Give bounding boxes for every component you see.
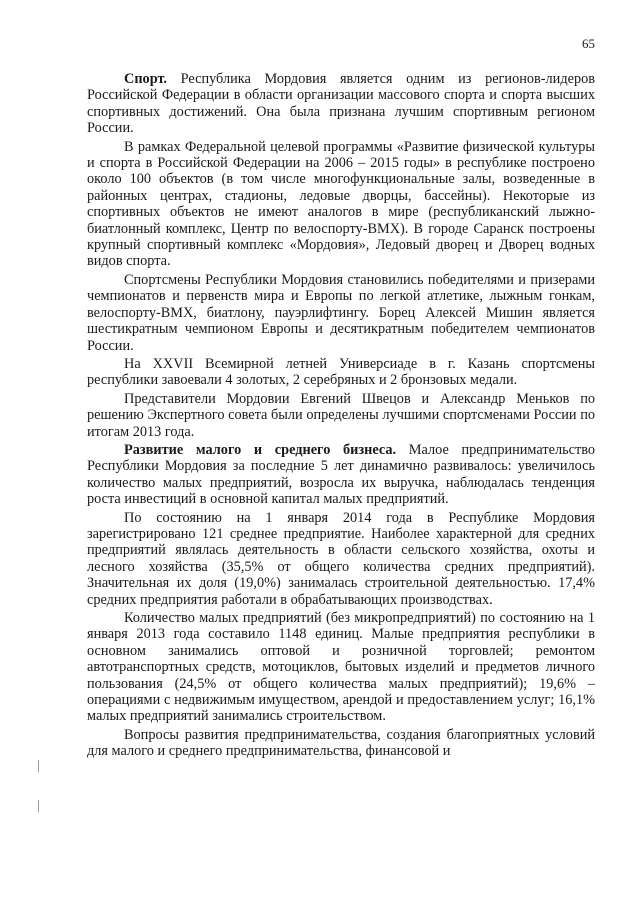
- paragraph: [87, 510, 595, 608]
- paragraph: [87, 727, 595, 760]
- paragraph-text: Спортсмены Республики Мордовия становились победителями и призерами чемпионатов и первенств мира и Европы по легкой атлетике, лыжным гонкам, велоспорту-ВМХ, биатлону, пауэрлифтингу. Борец Алексей Мишин является шестикратным чемпионом Европы и десятикратным победителем чемпионатов России.: [87, 271, 595, 354]
- paragraph-text: На XXVII Всемирной летней Универсиаде в г. Казань спортсмены республики завоевали 4 золотых, 2 серебряных и 2 бронзовых медали.: [87, 355, 595, 389]
- paragraph-text: Малое предпринимательство Республики Мордовия за последние 5 лет динамично развивалось: увеличилось количество малых предприятий, возросла их выручка, наблюдалась тенденция роста инвестиций в основной капитал малых предприятий.: [87, 441, 596, 508]
- paragraph: [87, 356, 595, 389]
- paragraph: [87, 610, 595, 725]
- paragraph: [87, 391, 595, 440]
- scan-artifact-mark: [38, 800, 39, 812]
- section-heading-sport: Спорт.: [124, 71, 167, 87]
- paragraph: [87, 139, 595, 270]
- paragraph-sport: [87, 71, 595, 137]
- paragraph-text: В рамках Федеральной целевой программы «Развитие физической культуры и спорта в Российской Федерации на 2006 – 2015 годы» в республике построено около 100 объектов (в том числе многофункциональные залы, возведенные в районных центрах, стадионы, ледовые дворцы, бассейны). Некоторые из спортивных объектов не имеют аналогов в мире (республиканский лыжно-биатлонный комплекс, Центр по велоспорту-ВМХ). В городе Саранск построены крупный спортивный комплекс «Мордовия», Ледовый дворец и Дворец водных видов спорта.: [87, 138, 595, 270]
- body-text: [87, 71, 595, 762]
- paragraph-text: Представители Мордовии Евгений Швецов и Александр Меньков по решению Экспертного совета были определены лучшими спортсменами России по итогам 2013 года.: [87, 390, 595, 440]
- paragraph-text: Республика Мордовия является одним из регионов-лидеров Российской Федерации в области организации массового спорта и спорта высших спортивных достижений. Она была признана лучшим спортивным регионом России.: [87, 71, 595, 137]
- paragraph-text: По состоянию на 1 января 2014 года в Республике Мордовия зарегистрировано 121 среднее предприятие. Наиболее характерной для средних предприятий являлась деятельность в области сельского хозяйства, охоты и лесного хозяйства (35,5% от общего количества средних предприятий). Значительная их доля (19,0%) занималась строительной деятельностью. 17,4% средних предприятия работали в обрабатывающих производствах.: [87, 509, 595, 608]
- section-heading-business: Развитие малого и среднего бизнеса.: [124, 441, 397, 458]
- paragraph-text: Вопросы развития предпринимательства, создания благоприятных условий для малого и среднего предпринимательства, финансовой и: [87, 726, 595, 760]
- scan-artifact-mark: [38, 760, 39, 772]
- paragraph-business: [87, 442, 595, 508]
- paragraph-text: Количество малых предприятий (без микропредприятий) по состоянию на 1 января 2013 года составило 1148 единиц. Малые предприятия республики в основном занимались оптовой и розничной торговлей; ремонтом автотранспортных средств, мотоциклов, бытовых изделий и предметов личного пользования (24,5% от общего количества малых предприятий); 19,6% – операциями с недвижимым имуществом, арендой и предоставлением услуг; 16,1% малых предприятий занимались строительством.: [87, 610, 595, 725]
- page-number: 65: [582, 36, 595, 51]
- paragraph: [87, 272, 595, 354]
